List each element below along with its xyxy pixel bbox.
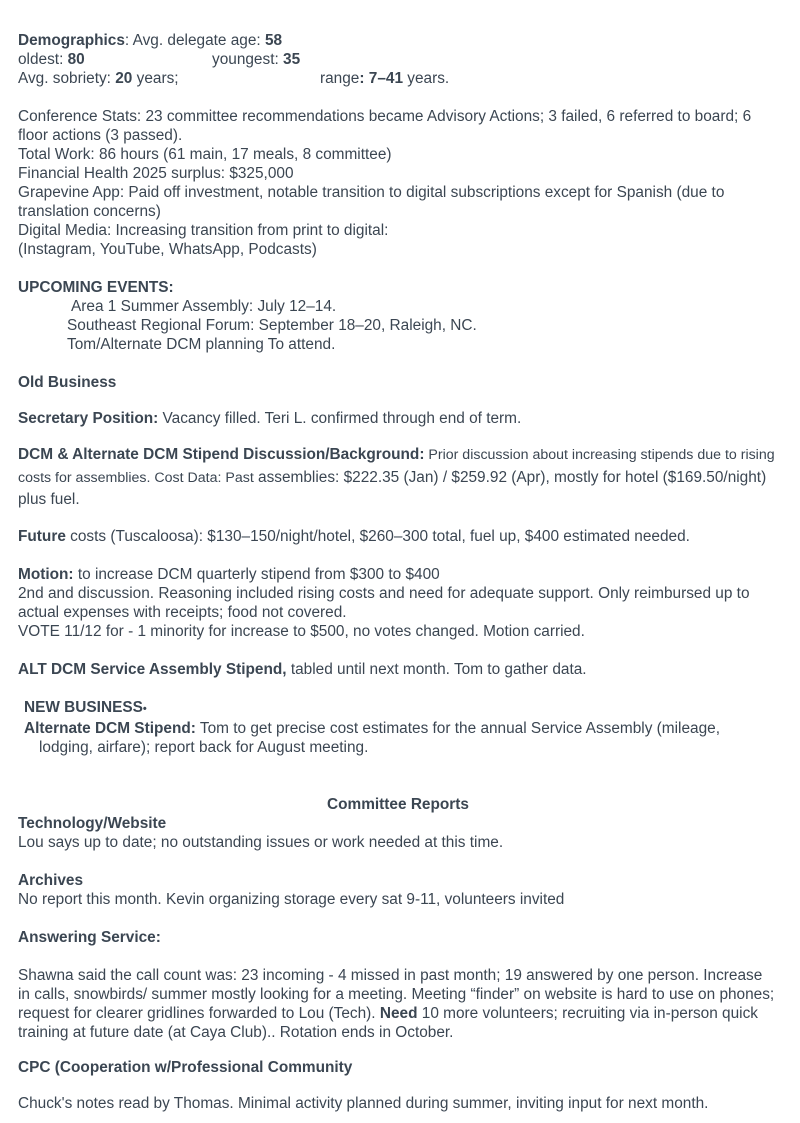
oldest-label: oldest:	[18, 51, 68, 68]
sobriety-unit: years;	[132, 70, 179, 87]
conference-stats: Conference Stats: 23 committee recommendations became Advisory Actions; 3 failed, 6 referred to board; 6 floor actions (3 passed).	[18, 108, 752, 144]
answering-text-b: 10 more volunteers; recruiting via in-person quick training at future date (at Caya Club).. Rotation ends in October.	[18, 1004, 758, 1041]
alternate-dcm-text-a: Tom to get precise cost estimates for the annual Service Assembly (mileage,	[195, 719, 720, 737]
range-value: : 7–41	[359, 70, 404, 87]
stipend-label: DCM & Alternate DCM Stipend Discussion/Background:	[18, 446, 425, 463]
technology-heading: Technology/Website	[18, 814, 167, 832]
stipend-discussion	[18, 444, 778, 511]
cpc-text: Chuck's notes read by Thomas. Minimal activity planned during summer, inviting input for next month.	[18, 1094, 709, 1112]
youngest-group	[212, 50, 300, 69]
range-group	[320, 69, 449, 88]
total-work: Total Work: 86 hours (61 main, 17 meals, 8 committee)	[18, 146, 392, 163]
answering-need: Need	[379, 1004, 418, 1022]
motion-label: Motion:	[18, 565, 74, 583]
event-item: Tom/Alternate DCM planning To attend.	[67, 336, 336, 353]
motion-discussion: 2nd and discussion. Reasoning included rising costs and need for adequate support. Only reimbursed up to actual expenses with receipts; food not covered.	[18, 584, 750, 621]
secretary-position	[18, 409, 778, 428]
avg-age-value: 58	[264, 32, 283, 49]
stipend-text-b: assemblies: $222.35 (Jan) / $259.92 (Apr), mostly for hotel ($169.50/night) plus fuel.	[18, 468, 767, 508]
committee-reports-heading: Committee Reports	[327, 795, 469, 813]
minutes-page	[18, 31, 778, 1113]
financial-health: Financial Health 2025 surplus: $325,000	[18, 165, 294, 182]
range-label: range	[320, 70, 360, 87]
archives-text: No report this month. Kevin organizing storage every sat 9-11, volunteers invited	[18, 890, 565, 908]
alternate-dcm-text-b: lodging, airfare); report back for August meeting.	[39, 738, 369, 756]
bullet-icon: •	[142, 702, 147, 715]
secretary-label: Secretary Position:	[18, 410, 159, 427]
answering-text-a: Shawna said the call count was: 23 incoming - 4 missed in past month; 19 answered by one person. Increase in calls, snowbirds/ summer mostly looking for a meeting. Meeting “finder” on website is hard to use on phones; request for clearer gridlines forwarded to Lou (Tech).	[18, 966, 775, 1022]
event-item: Area 1 Summer Assembly: July 12–14.	[71, 298, 337, 315]
grapevine-app: Grapevine App: Paid off investment, notable transition to digital subscriptions except for Spanish (due to translation concerns)	[18, 184, 725, 220]
future-text: costs (Tuscaloosa): $130–150/night/hotel, $260–300 total, fuel up, $400 estimated needed.	[65, 527, 690, 545]
answering-service-text	[18, 966, 778, 1042]
demographics-label: Demographics	[18, 32, 125, 49]
digital-media: Digital Media: Increasing transition from print to digital:	[18, 222, 389, 239]
youngest-label: youngest:	[212, 51, 284, 68]
upcoming-events-heading: UPCOMING EVENTS:	[18, 279, 174, 296]
old-business-heading: Old Business	[18, 374, 117, 391]
alt-dcm-text: tabled until next month. Tom to gather data.	[286, 660, 587, 678]
new-business-label: NEW BUSINESS	[24, 698, 143, 716]
demographics-line-1	[18, 31, 778, 50]
answering-service-heading: Answering Service:	[18, 928, 161, 946]
youngest-value: 35	[283, 51, 301, 68]
technology-text: Lou says up to date; no outstanding issues or work needed at this time.	[18, 833, 504, 851]
future-label: Future	[18, 527, 66, 545]
stipend-text-a: Prior discussion about increasing stipends due to rising costs for assemblies. Cost Data: Past	[18, 447, 775, 486]
demographics-line-2	[18, 50, 778, 69]
alt-dcm-label: ALT DCM Service Assembly Stipend,	[18, 660, 287, 678]
range-unit: years.	[403, 70, 450, 87]
demographics-line-3	[18, 69, 778, 88]
archives-heading: Archives	[18, 871, 84, 889]
alternate-dcm-stipend	[18, 719, 778, 738]
alt-dcm-stipend	[18, 660, 778, 679]
sobriety-label: Avg. sobriety:	[18, 70, 116, 87]
alternate-dcm-label: Alternate DCM Stipend:	[24, 719, 196, 737]
vote-result: VOTE 11/12 for - 1 minority for increase to $500, no votes changed. Motion carried.	[18, 622, 585, 640]
event-item: Southeast Regional Forum: September 18–20, Raleigh, NC.	[67, 317, 477, 334]
sobriety-value: 20	[115, 70, 133, 87]
oldest-value: 80	[67, 51, 85, 68]
new-business-heading	[18, 698, 778, 719]
cpc-heading: CPC (Cooperation w/Professional Community	[18, 1058, 353, 1076]
avg-age-label: : Avg. delegate age:	[124, 32, 265, 49]
motion-text: to increase DCM quarterly stipend from $300 to $400	[73, 565, 440, 583]
digital-media-list: (Instagram, YouTube, WhatsApp, Podcasts)	[18, 241, 317, 258]
secretary-text: Vacancy filled. Teri L. confirmed through end of term.	[158, 410, 522, 427]
future-costs	[18, 527, 778, 546]
motion	[18, 565, 778, 584]
